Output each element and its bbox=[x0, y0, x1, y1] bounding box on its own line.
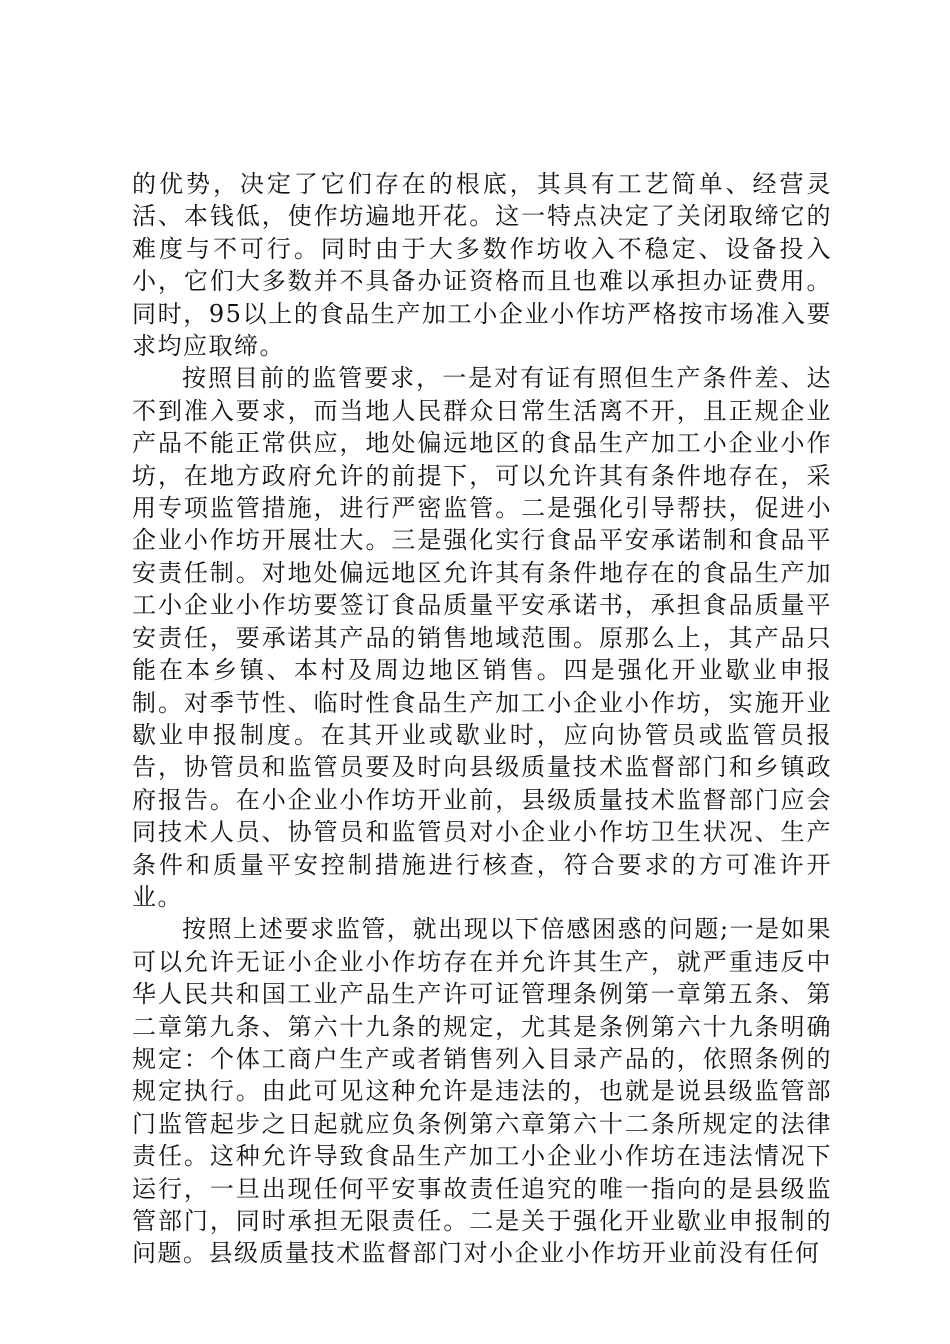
paragraph-1: 的优势，决定了它们存在的根底，其具有工艺简单、经营灵活、本钱低，使作坊遍地开花。这一特点决定了关闭取缔它的难度与不可行。同时由于大多数作坊收入不稳定、设备投入小，它们大多数并不具备办证资格而且也难以承担办证费用。同时，95以上的食品生产加工小企业小作坊严格按市场准入要求均应取缔。 bbox=[132, 170, 832, 361]
document-body bbox=[132, 168, 832, 1270]
paragraph-2: 按照目前的监管要求，一是对有证有照但生产条件差、达不到准入要求，而当地人民群众日常生活离不开，且正规企业产品不能正常供应，地处偏远地区的食品生产加工小企业小作坊，在地方政府允许的前提下，可以允许其有条件地存在，采用专项监管措施，进行严密监管。二是强化引导帮扶，促进小企业小作坊开展壮大。三是强化实行食品平安承诺制和食品平安责任制。对地处偏远地区允许其有条件地存在的食品生产加工小企业小作坊要签订食品质量平安承诺书，承担食品质量平安责任，要承诺其产品的销售地域范围。原那么上，其产品只能在本乡镇、本村及周边地区销售。四是强化开业歇业申报制。对季节性、临时性食品生产加工小企业小作坊，实施开业歇业申报制度。在其开业或歇业时，应向协管员或监管员报告，协管员和监管员要及时向县级质量技术监督部门和乡镇政府报告。在小企业小作坊开业前，县级质量技术监督部门应会同技术人员、协管员和监管员对小企业小作坊卫生状况、生产条件和质量平安控制措施进行核查，符合要求的方可准许开业。 bbox=[132, 364, 832, 911]
paragraph-3: 按照上述要求监管，就出现以下倍感困惑的问题;一是如果可以允许无证小企业小作坊存在并允许其生产，就严重违反中华人民共和国工业产品生产许可证管理条例第一章第五条、第二章第九条、第六十九条的规定，尤其是条例第六十九条明确规定：个体工商户生产或者销售列入目录产品的，依照条例的规定执行。由此可见这种允许是违法的，也就是说县级监管部门监管起步之日起就应负条例第六章第六十二条所规定的法律责任。这种允许导致食品生产加工小企业小作坊在违法情况下运行，一旦出现任何平安事故责任追究的唯一指向的是县级监管部门，同时承担无限责任。二是关于强化开业歇业申报制的问题。县级质量技术监督部门对小企业小作坊开业前没有任何 bbox=[132, 915, 832, 1268]
